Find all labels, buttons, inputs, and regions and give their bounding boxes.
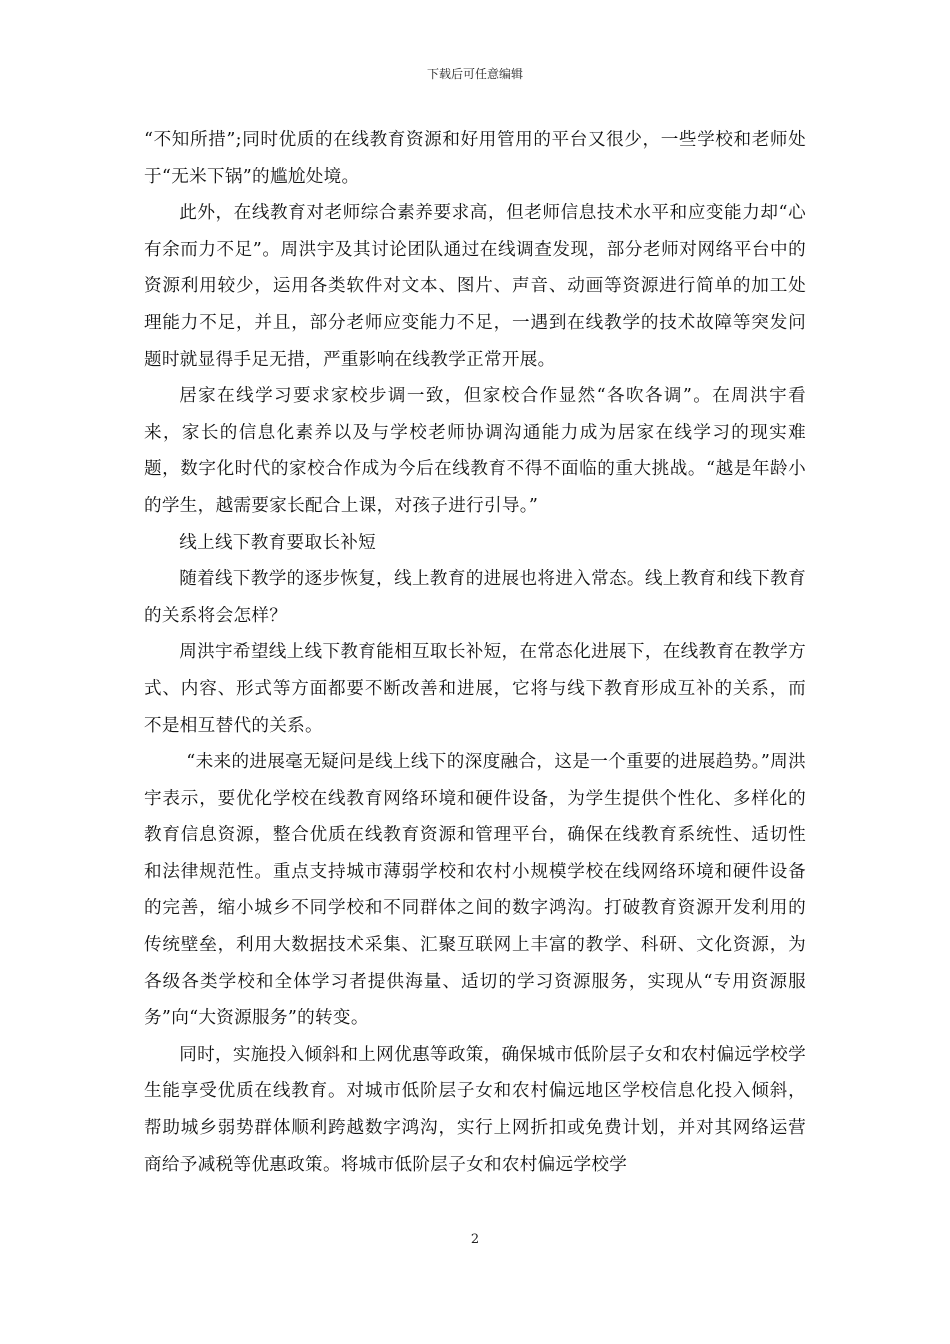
paragraph-complement: 周洪宇希望线上线下教育能相互取长补短，在常态化进展下，在线教育在教学方式、内容、形式等方面都要不断改善和进展，它将与线下教育形成互补的关系，而不是相互替代的关系。 xyxy=(144,642,806,736)
paragraph-home-school: 居家在线学习要求家校步调一致，但家校合作显然“各吹各调”。在周洪宇看来，家长的信息化素养以及与学校老师协调沟通能力成为居家在线学习的现实难题，数字化时代的家校合作成为今后在线教育不得不面临的重大挑战。“越是年龄小的学生，越需要家长配合上课，对孩子进行引导。” xyxy=(144,386,806,516)
document-body xyxy=(144,122,806,1183)
page-header: 下载后可任意编辑 xyxy=(426,67,523,81)
paragraph-offline-recovery: 随着线下教学的逐步恢复，线上教育的进展也将进入常态。线上教育和线下教育的关系将会怎样？ xyxy=(144,569,806,626)
paragraph-teacher-skills: 此外，在线教育对老师综合素养要求高，但老师信息技术水平和应变能力却“心有余而力不足”。周洪宇及其讨论团队通过在线调查发现，部分老师对网络平台中的资源利用较少，运用各类软件对文本、图片、声音、动画等资源进行简单的加工处理能力不足，并且，部分老师应变能力不足，一遇到在线教学的技术故障等突发问题时就显得手足无措，严重影响在线教学正常开展。 xyxy=(144,203,806,370)
paragraph-continuation: “不知所措”;同时优质的在线教育资源和好用管用的平台又很少，一些学校和老师处于“无米下锅”的尴尬处境。 xyxy=(144,130,806,187)
section-heading: 线上线下教育要取长补短 xyxy=(179,532,377,553)
page-number: 2 xyxy=(470,1232,480,1247)
paragraph-integration: “未来的进展毫无疑问是线上线下的深度融合，这是一个重要的进展趋势。”周洪宇表示，要优化学校在线教育网络环境和硬件设备，为学生提供个性化、多样化的教育信息资源，整合优质在线教育资源和管理平台，确保在线教育系统性、适切性和法律规范性。重点支持城市薄弱学校和农村小规模学校在线网络环境和硬件设备的完善，缩小城乡不同学校和不同群体之间的数字鸿沟。打破教育资源开发利用的传统壁垒，利用大数据技术采集、汇聚互联网上丰富的教学、科研、文化资源，为各级各类学校和全体学习者提供海量、适切的学习资源服务，实现从“专用资源服务”向“大资源服务”的转变。 xyxy=(144,752,806,1029)
paragraph-policy: 同时，实施投入倾斜和上网优惠等政策，确保城市低阶层子女和农村偏远学校学生能享受优质在线教育。对城市低阶层子女和农村偏远地区学校信息化投入倾斜，帮助城乡弱势群体顺利跨越数字鸿沟，实行上网折扣或免费计划，并对其网络运营商给予减税等优惠政策。将城市低阶层子女和农村偏远学校学 xyxy=(144,1044,806,1175)
